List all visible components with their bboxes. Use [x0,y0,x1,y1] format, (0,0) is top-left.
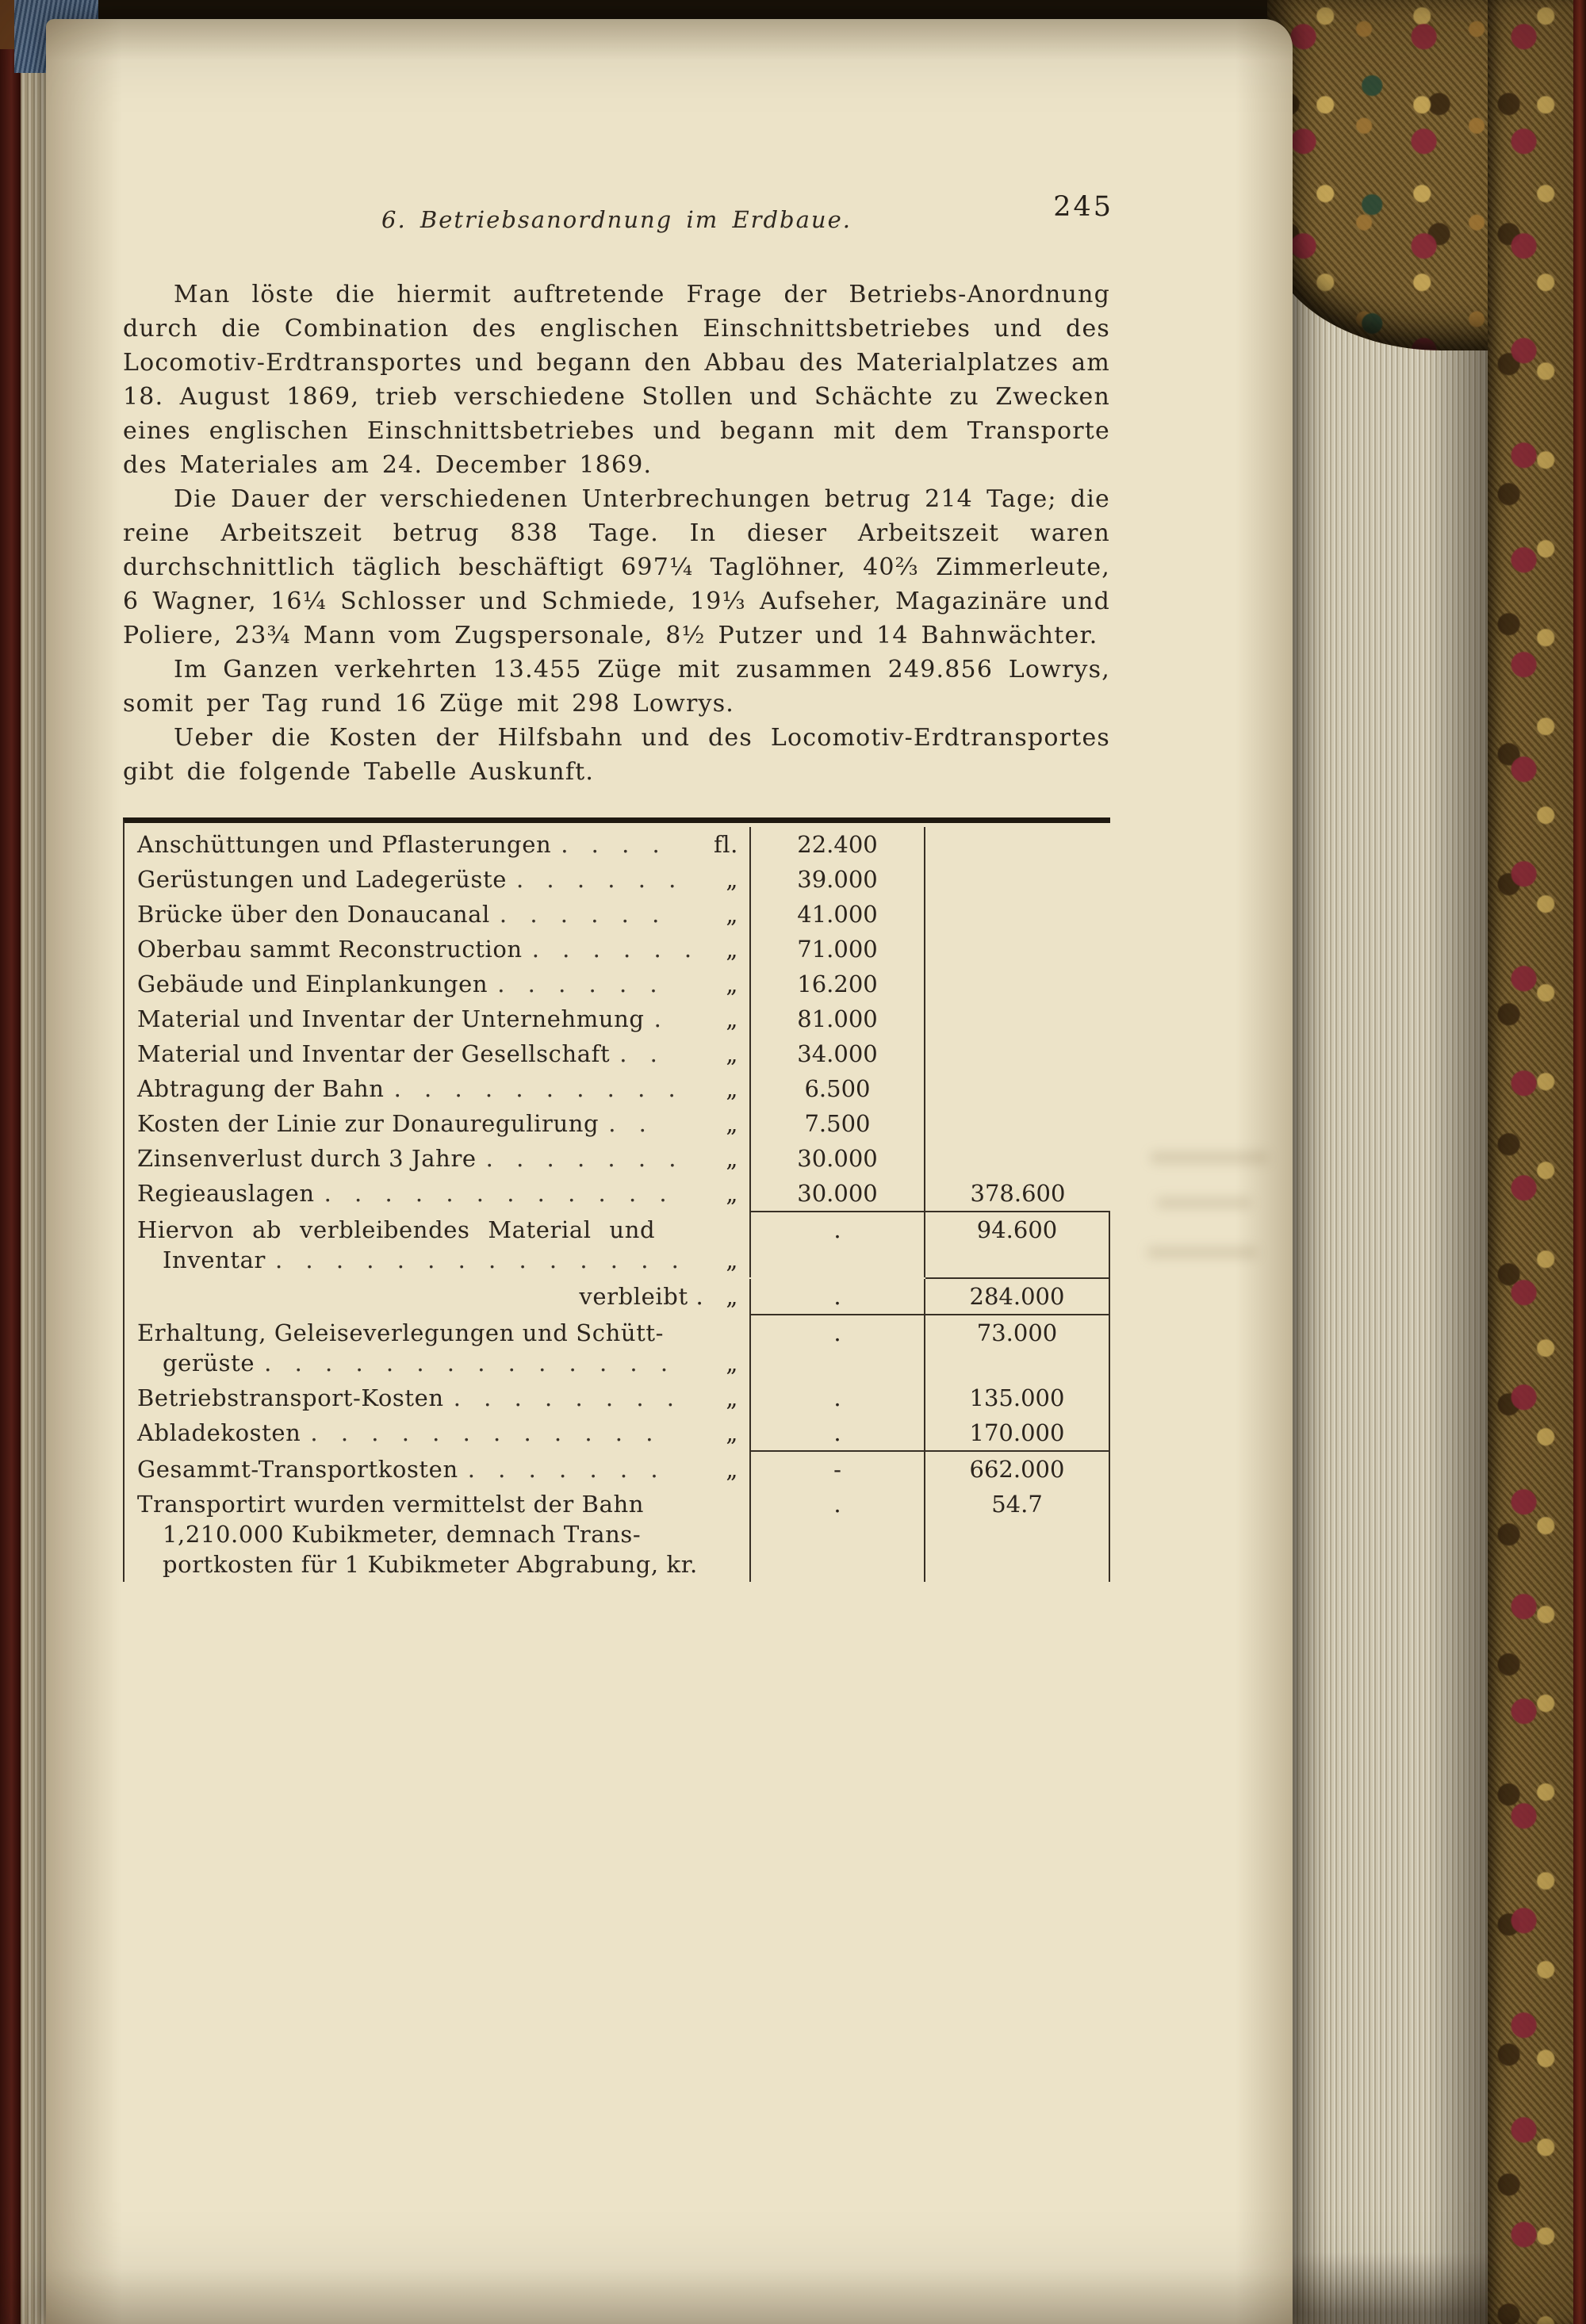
dot-leader: . . . . . . . . . . . . [310,1419,661,1446]
row-label-text3: portkosten für 1 Kubikmeter Abgrabung, kr. [163,1551,698,1578]
amount-col2: 284.000 [924,1279,1110,1314]
amount-col1: . [749,1279,924,1314]
paragraph: Die Dauer der verschiedenen Unterbrechungen betrug 214 Tage; die reine Arbeitszeit betrug 838 Tage. In dieser Arbeitszeit waren durchschnittlich täglich beschäftigt 697¼ Taglöhner, 40⅔ Zimmerleute, 6 Wagner, 16¼ Schlosser und Schmiede, 19⅓ Aufseher, Magazinäre und Poliere, 23¾ Mann vom Zugspersonale, 8½ Putzer und 14 Bahnwächter. [123,485,1110,649]
amount-col2 [924,1001,1110,1036]
amount-col2: 73.000 [924,1315,1110,1380]
book-spine-edge [0,0,21,2324]
amount-col2: 378.600 [924,1176,1110,1211]
amount-col1: 71.000 [749,932,924,967]
row-label-text: Abladekosten [137,1419,301,1446]
row-unit: „ [726,1384,738,1411]
cover-leather-edge [1573,0,1586,2324]
cost-table [123,817,1110,1582]
row-label-text: Gerüstungen und Ladegerüste [137,866,507,893]
row-label-text: Gesammt-Transportkosten [137,1456,458,1483]
amount-col1: 16.200 [749,967,924,1001]
amount-col2 [924,827,1110,862]
table-row [125,967,1110,1001]
row-label [125,1212,749,1277]
row-label-text: Material und Inventar der Gesellschaft [137,1040,611,1067]
row-unit: „ [726,1283,738,1310]
row-label [125,1415,749,1450]
amount-col2 [924,1071,1110,1106]
paragraph: Ueber die Kosten der Hilfsbahn und des Locomotiv-Erdtransportes gibt die folgende Tabelle Auskunft. [123,724,1110,786]
amount-col2: 54.7 [924,1487,1110,1582]
paragraph: Man löste die hiermit auftretende Frage der Betriebs-Anordnung durch die Combination des englischen Einschnittsbetriebes und des Locomotiv-Erdtransportes und begann den Abbau des Materialplatzes am 18. August 1869, trieb verschiedene Stollen und Schächte zu Zwecken eines englischen Einschnittsbetriebes und begann mit dem Transporte des Materiales am 24. December 1869. [123,281,1110,479]
page-content [123,191,1113,1582]
row-label [125,1176,749,1211]
row-label [125,897,749,932]
amount-col2 [924,1141,1110,1176]
amount-col1: . [749,1212,924,1277]
table-row [125,1141,1110,1176]
table-row [125,1452,1110,1487]
row-unit: „ [726,901,738,928]
dot-leader: . . . . [561,831,668,858]
row-unit: „ [726,1180,738,1207]
amount-col2 [924,1036,1110,1071]
row-label-text2: Inventar [163,1246,266,1273]
row-label-text: Abtragung der Bahn [137,1075,385,1102]
row-unit: „ [726,1246,738,1273]
amount-col2: 135.000 [924,1380,1110,1415]
table-row [125,1487,1110,1582]
dot-leader: . . . . . . . . . . [393,1075,684,1102]
table-row [125,932,1110,967]
dot-leader: . . . . . . [515,866,684,893]
table-row [125,1106,1110,1141]
row-unit: „ [726,1350,738,1376]
dot-leader: . . . . . . . . . . . . . . [264,1350,676,1376]
row-unit: „ [726,1005,738,1032]
row-label-text: Regieauslagen [137,1180,315,1207]
paragraph: Im Ganzen verkehrten 13.455 Züge mit zusammen 249.856 Lowrys, somit per Tag rund 16 Züge mit 298 Lowrys. [123,656,1110,718]
row-unit: fl. [713,831,738,858]
amount-col1: 39.000 [749,862,924,897]
dot-leader: . . [619,1040,665,1067]
row-unit: „ [726,1040,738,1067]
dot-leader: . . . . . . [531,936,700,963]
row-label-text: Material und Inventar der Unternehmung [137,1005,645,1032]
row-unit: „ [726,1145,738,1172]
amount-col1: 41.000 [749,897,924,932]
dot-leader: . . [608,1110,654,1137]
dot-leader: . . . . . . . [485,1145,684,1172]
dot-leader: . . . . . . [497,971,665,997]
dot-leader: . . . . . . . . . . . . [324,1180,675,1207]
dot-leader: . . . . . . [499,901,668,928]
row-unit: „ [726,1456,738,1483]
table-row [125,1315,1110,1380]
amount-col1: 30.000 [749,1141,924,1176]
row-label-text: Gebäude und Einplankungen [137,971,488,997]
table-row [125,1212,1110,1277]
amount-col1: . [749,1380,924,1415]
table-row [125,1001,1110,1036]
row-label [125,1036,749,1071]
table-row [125,1036,1110,1071]
bleed-through-smudge [1156,1197,1251,1208]
row-label-text: Erhaltung, Geleiseverlegungen und Schütt- [137,1319,665,1346]
amount-col2: 662.000 [924,1452,1110,1487]
row-label-text: Betriebstransport-Kosten [137,1384,444,1411]
table-row [125,862,1110,897]
row-label [125,1487,749,1582]
body-text [123,278,1110,789]
dot-leader: . . . . . . . [467,1456,666,1483]
dot-leader: . [653,1005,669,1032]
row-label [125,1141,749,1176]
amount-col1: 81.000 [749,1001,924,1036]
row-unit: „ [726,1075,738,1102]
amount-col1: 7.500 [749,1106,924,1141]
row-label [125,1279,749,1314]
row-label [125,1071,749,1106]
row-label-text: verbleibt . [579,1283,704,1310]
row-label [125,932,749,967]
marbled-cover-side [1488,0,1586,2324]
fore-edge-pages [1278,22,1494,2324]
amount-col1: - [749,1452,924,1487]
amount-col2: 94.600 [924,1212,1110,1277]
row-label [125,967,749,1001]
amount-col2 [924,967,1110,1001]
amount-col1: 22.400 [749,827,924,862]
table-row [125,1380,1110,1415]
bleed-through-smudge [1150,1151,1269,1164]
row-label [125,1315,749,1380]
amount-col1: . [749,1315,924,1380]
row-label-text: Brücke über den Donaucanal [137,901,490,928]
row-label-text: Anschüttungen und Pflasterungen [137,831,552,858]
amount-col1: 30.000 [749,1176,924,1211]
amount-col1: . [749,1415,924,1450]
amount-col2 [924,862,1110,897]
table-row [125,897,1110,932]
book-page [46,19,1293,2324]
row-unit: „ [726,1110,738,1137]
row-label-text: Oberbau sammt Reconstruction [137,936,523,963]
running-header [123,191,1113,236]
row-unit: „ [726,866,738,893]
amount-col2: 170.000 [924,1415,1110,1450]
row-label [125,1452,749,1487]
amount-col2 [924,1106,1110,1141]
row-unit: „ [726,1419,738,1446]
table-row [125,1176,1110,1211]
amount-col1: 6.500 [749,1071,924,1106]
row-label [125,862,749,897]
bleed-through-smudge [1147,1246,1258,1258]
amount-col1: 34.000 [749,1036,924,1071]
table-row [125,1415,1110,1450]
row-unit: „ [726,936,738,963]
dot-leader: . . . . . . . . . . . . . . [274,1246,687,1273]
row-label-text: Kosten der Linie zur Donauregulirung [137,1110,600,1137]
amount-col1: . [749,1487,924,1582]
row-unit: „ [726,971,738,997]
row-label [125,1001,749,1036]
table-row [125,1071,1110,1106]
amount-col2 [924,897,1110,932]
row-label-text2: 1,210.000 Kubikmeter, demnach Trans- [163,1521,642,1548]
row-label [125,1380,749,1415]
dot-leader: . . . . . . . . [453,1384,682,1411]
row-label-text2: gerüste [163,1350,255,1376]
table-row [125,1279,1110,1314]
row-label [125,1106,749,1141]
row-label-text: Hiervon ab verbleibendes Material und [137,1216,656,1243]
row-label [125,827,749,862]
page-number: 245 [1053,191,1113,223]
amount-col2 [924,932,1110,967]
table-row [125,827,1110,862]
running-header-text: 6. Betriebsanordnung im Erdbaue. [381,206,852,233]
row-label-text: Transportirt wurden vermittelst der Bahn [137,1491,645,1518]
row-label-text: Zinsenverlust durch 3 Jahre [137,1145,477,1172]
